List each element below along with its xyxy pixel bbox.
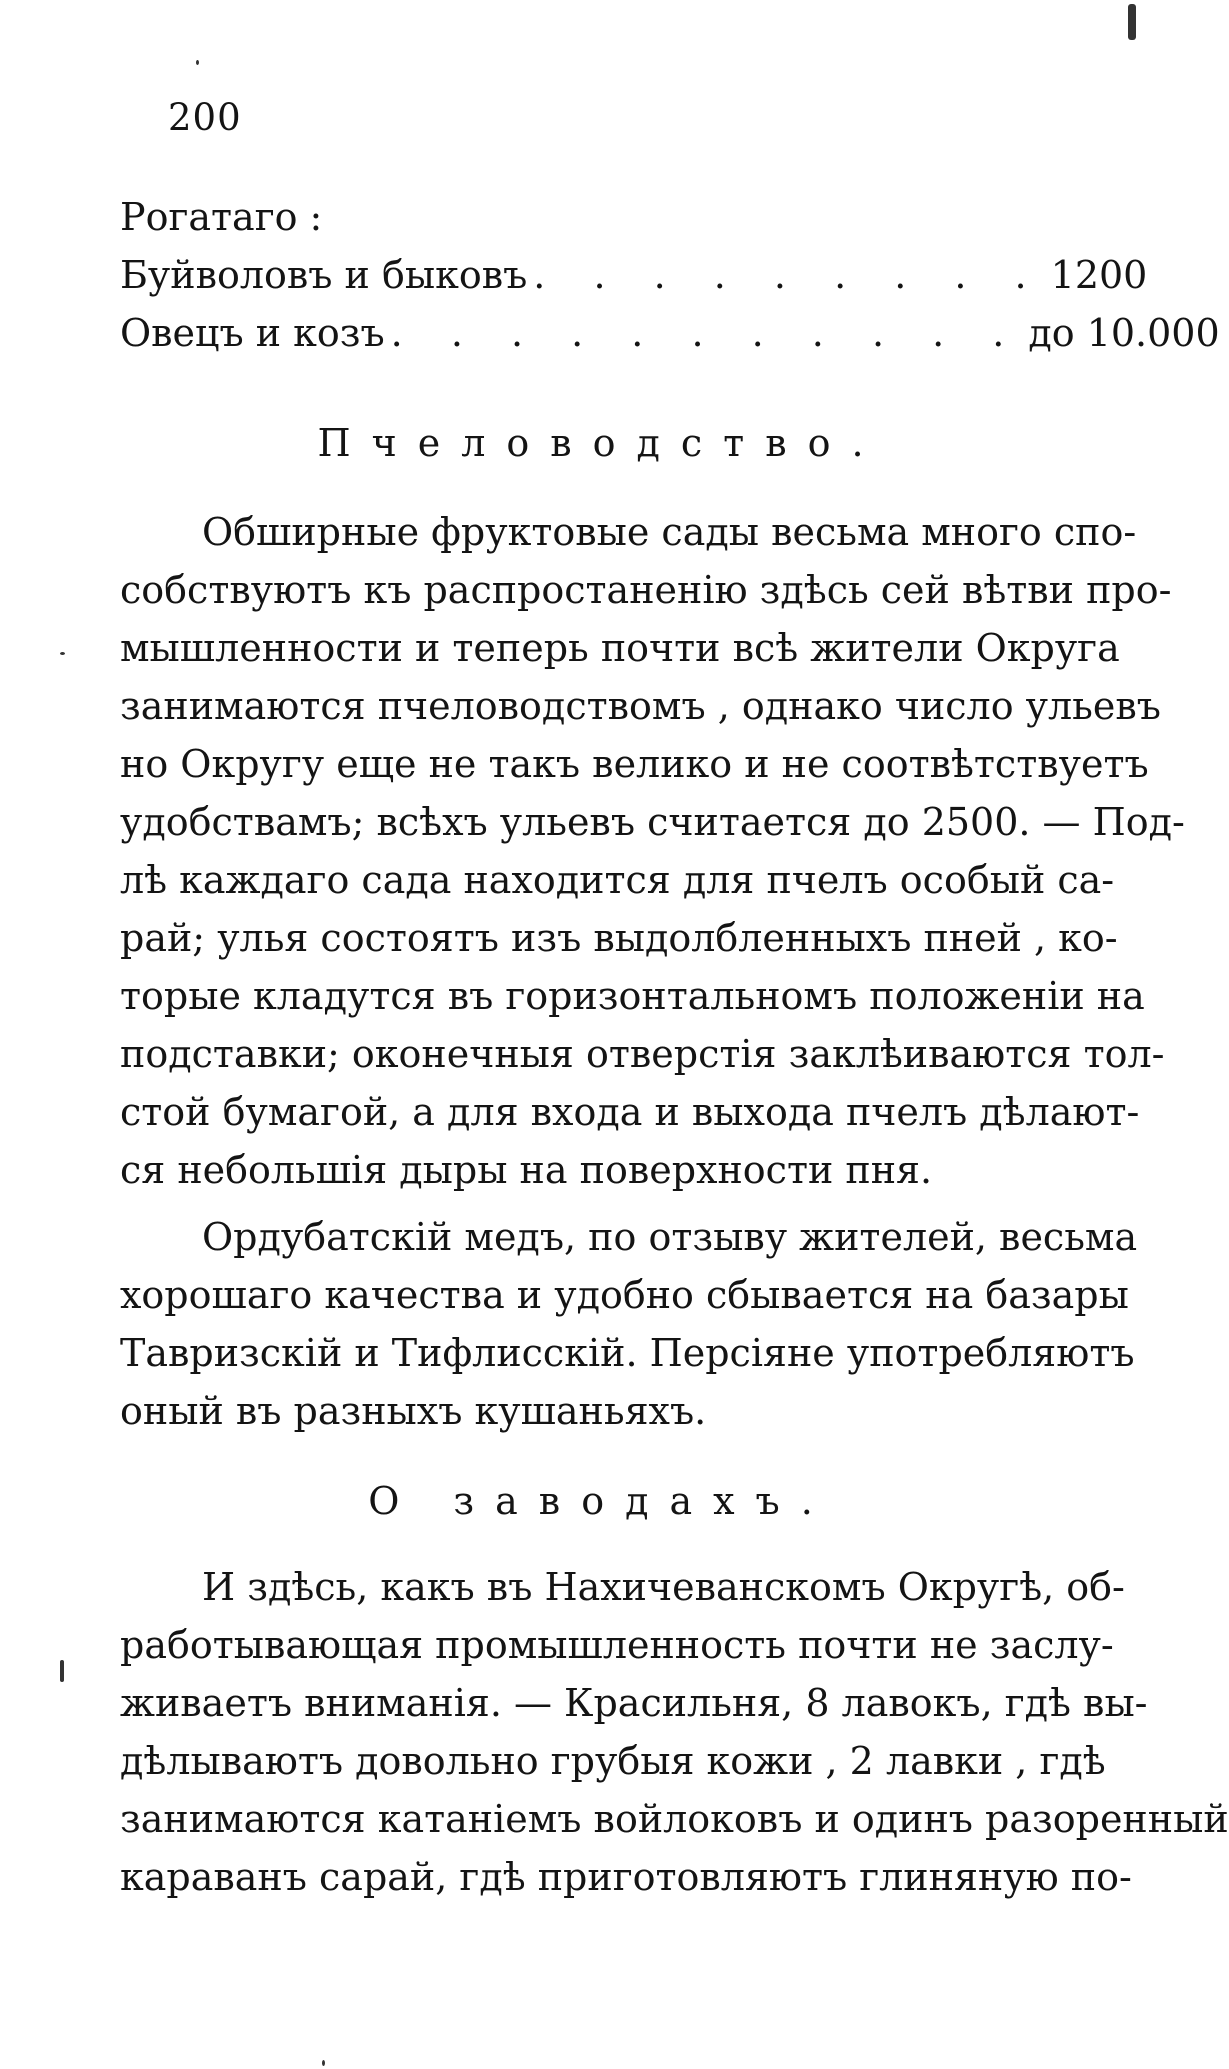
scan-speck <box>196 60 199 65</box>
text-line: подставки; оконечныя отверстія заклѣиваются тол- <box>120 1032 1165 1076</box>
text-line: стой бумагой, а для входа и выхода пчелъ дѣлают- <box>120 1090 1140 1134</box>
text-line: удобствамъ; всѣхъ ульевъ считается до 2500. — Под- <box>120 800 1185 844</box>
livestock-value: до 10.000 <box>1028 311 1220 355</box>
text-line: лѣ каждаго сада находится для пчелъ особый са- <box>120 858 1115 902</box>
paragraph-beekeeping-1 <box>120 503 1185 1199</box>
text-line: рай; улья состоятъ изъ выдолбленныхъ пней , ко- <box>120 916 1118 960</box>
section-heading-beekeeping: Пчеловодство. <box>317 421 885 465</box>
text-line: занимаются катаніемъ войлоковъ и одинъ разоренный <box>120 1797 1229 1841</box>
livestock-label: Овецъ и козъ <box>120 311 385 355</box>
page-number: 200 <box>168 96 242 139</box>
scan-speck <box>60 652 65 655</box>
text-line: Тавризскій и Тифлисскій. Персіяне употребляютъ <box>120 1331 1135 1375</box>
paragraph-factories-1 <box>120 1558 1229 1906</box>
text-line: торые кладутся въ горизонтальномъ положеніи на <box>120 974 1145 1018</box>
leader-dots: . . . . . . . . . . . <box>390 311 1023 355</box>
text-line: работывающая промышленность почти не заслу- <box>120 1623 1114 1667</box>
text-line: Ордубатскій медъ, по отзыву жителей, весьма <box>202 1215 1138 1259</box>
text-line: караванъ сарай, гдѣ приготовляютъ глиняную по- <box>120 1855 1132 1899</box>
text-line: но Округу еще не такъ велико и не соотвѣтствуетъ <box>120 742 1149 786</box>
scan-speck <box>1128 4 1136 40</box>
scan-speck <box>322 2060 325 2066</box>
text-line: мышленности и теперь почти всѣ жители Округа <box>120 626 1120 670</box>
livestock-row <box>120 304 1220 362</box>
livestock-list <box>120 188 1220 362</box>
text-line: оный въ разныхъ кушаньяхъ. <box>120 1389 707 1433</box>
text-line: ся небольшія дыры на поверхности пня. <box>120 1148 933 1192</box>
leader-dots: . . . . . . . . . <box>533 253 1045 297</box>
livestock-row <box>120 246 1148 304</box>
livestock-value: 1200 <box>1050 253 1148 297</box>
text-line: живаетъ вниманія. — Красильня, 8 лавокъ, гдѣ вы- <box>120 1681 1148 1725</box>
livestock-heading: Рогатаго : <box>120 195 323 239</box>
text-line: Обширные фруктовые сады весьма много спо- <box>202 510 1137 554</box>
paragraph-beekeeping-2 <box>120 1208 1138 1440</box>
livestock-label: Буйволовъ и быковъ <box>120 253 528 297</box>
text-line: дѣлываютъ довольно грубыя кожи , 2 лавки , гдѣ <box>120 1739 1106 1783</box>
section-heading-factories: О заводахъ. <box>368 1479 834 1523</box>
text-line: И здѣсь, какъ въ Нахичеванскомъ Округѣ, об- <box>202 1565 1125 1609</box>
text-line: хорошаго качества и удобно сбывается на базары <box>120 1273 1129 1317</box>
text-line: собствуютъ къ распростаненію здѣсь сей вѣтви про- <box>120 568 1172 612</box>
scan-speck <box>60 1660 64 1682</box>
text-line: занимаются пчеловодствомъ , однако число ульевъ <box>120 684 1161 728</box>
